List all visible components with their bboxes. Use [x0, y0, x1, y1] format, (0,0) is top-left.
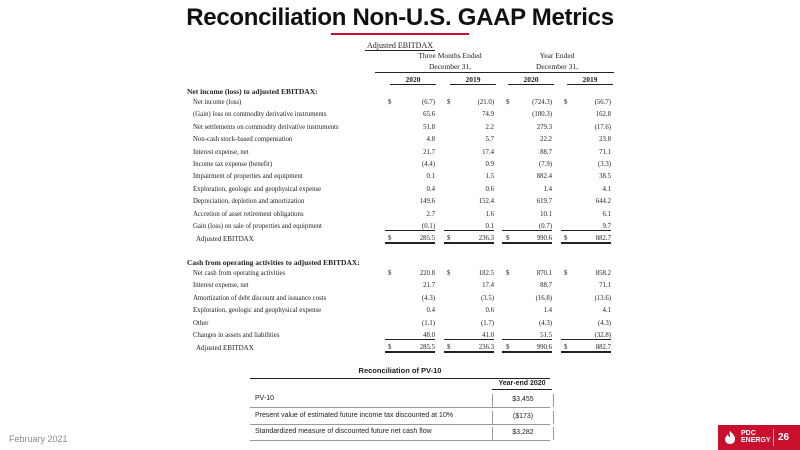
value-cell: 0.6	[485, 307, 494, 315]
value-cell: 71.1	[599, 148, 611, 156]
pdc-energy-logo	[718, 425, 800, 450]
row-label: Gain (loss) on sale of properties and equipment	[193, 223, 322, 230]
section-heading: Net income (loss) to adjusted EBITDAX:	[187, 87, 318, 96]
value-cell: 152.4	[478, 198, 494, 206]
value-cell: 9.7	[561, 223, 611, 231]
value-cell: 17.4	[482, 282, 494, 290]
value-cell: 0.6	[485, 185, 494, 193]
value-cell: 6.1	[602, 210, 611, 218]
value-cell: 0.4	[426, 185, 435, 193]
row-label: Interest expense, net	[193, 282, 249, 290]
value-cell: 88.7	[540, 282, 552, 290]
value-cell: (21.0)	[477, 99, 494, 106]
row-label: Other	[193, 319, 209, 327]
pv10-column-header: Year-end 2020	[492, 380, 552, 390]
value-cell: 285.5	[385, 344, 435, 353]
row-label: Exploration, geologic and geophysical expense	[193, 185, 322, 193]
value-cell: (4.3)	[421, 294, 435, 302]
value-cell: 236.3	[444, 235, 494, 244]
table-row	[0, 186, 800, 198]
currency-symbol: $	[506, 270, 510, 277]
table-row	[0, 124, 800, 136]
pv10-row	[250, 391, 550, 408]
year-header-q4-2019: 2019	[450, 75, 496, 85]
value-cell: 0.9	[485, 161, 494, 168]
value-cell: (180.3)	[532, 111, 552, 119]
currency-symbol: $	[564, 99, 568, 106]
period-header-year: Year Ended December 31,	[500, 50, 614, 73]
value-cell: 17.4	[482, 148, 494, 156]
total-row	[0, 235, 800, 247]
table-row	[0, 332, 800, 344]
pv10-row	[250, 424, 550, 441]
value-cell: (6.7)	[421, 99, 435, 106]
value-cell: 882.7	[561, 344, 611, 353]
value-cell: 74.9	[482, 111, 494, 119]
currency-symbol: $	[564, 270, 568, 277]
row-label: Net cash from operating activities	[193, 270, 286, 277]
value-cell: 65.6	[423, 111, 435, 119]
value-cell: 21.7	[423, 148, 435, 156]
currency-symbol: $	[447, 270, 451, 277]
value-cell: (4.3)	[538, 319, 552, 327]
value-cell: 51.8	[423, 123, 435, 131]
page-title: Reconciliation Non-U.S. GAAP Metrics	[186, 4, 614, 31]
value-cell: 4.1	[602, 185, 611, 193]
value-cell: (17.6)	[594, 123, 611, 131]
value-cell: 990.6	[502, 235, 552, 244]
value-cell: 990.6	[502, 344, 552, 353]
logo-text-line2: ENERGY	[741, 437, 771, 444]
table-row	[0, 282, 800, 294]
value-cell: (0.7)	[502, 223, 552, 231]
year-header-fy-2019: 2019	[567, 75, 613, 85]
page-number: 26	[778, 432, 790, 443]
value-cell: (7.9)	[538, 161, 552, 168]
value-cell: (4.4)	[421, 161, 435, 168]
value-cell: 10.1	[540, 210, 552, 218]
currency-symbol: $	[388, 270, 392, 277]
pv10-row-label: PV-10	[255, 395, 275, 402]
value-cell: (4.3)	[597, 319, 611, 327]
value-cell: 1.5	[485, 173, 494, 181]
row-label: Changes in assets and liabilities	[193, 332, 280, 339]
pv10-row-value: ($173)	[492, 411, 554, 424]
value-cell: (1.1)	[421, 319, 435, 327]
table-row	[0, 173, 800, 185]
currency-symbol: $	[388, 344, 392, 352]
value-cell: 882.7	[561, 235, 611, 244]
value-cell: 236.3	[444, 344, 494, 353]
value-cell: 88.7	[540, 148, 552, 156]
value-cell: 4.8	[426, 136, 435, 144]
value-cell: 220.8	[419, 270, 435, 277]
currency-symbol: $	[447, 344, 451, 352]
currency-symbol: $	[447, 235, 451, 243]
value-cell: 858.2	[595, 270, 611, 277]
value-cell: 38.5	[599, 173, 611, 181]
currency-symbol: $	[506, 99, 510, 106]
value-cell: 162.8	[595, 111, 611, 119]
row-label: Adjusted EBITDAX	[196, 235, 254, 244]
value-cell: (16.8)	[535, 294, 552, 302]
pv10-table-title: Reconciliation of PV-10	[250, 366, 550, 379]
logo-text-line1: PDC	[741, 430, 756, 437]
currency-symbol: $	[388, 235, 392, 243]
title-underline	[331, 33, 469, 35]
logo-divider	[773, 429, 774, 446]
value-cell: 71.1	[599, 282, 611, 290]
value-cell: (13.6)	[594, 294, 611, 302]
row-label: Income tax expense (benefit)	[193, 161, 273, 168]
table-row	[0, 99, 800, 111]
total-row	[0, 344, 800, 356]
row-label: Interest expense, net	[193, 148, 249, 156]
value-cell: 1.6	[485, 210, 494, 218]
row-label: Adjusted EBITDAX	[196, 344, 254, 353]
pv10-row-label: Standardized measure of discounted future net cash flow	[255, 428, 432, 435]
value-cell: 2.2	[485, 123, 494, 131]
flame-icon	[723, 430, 737, 445]
table-row	[0, 307, 800, 319]
pv10-row-value: $3,282	[492, 427, 554, 440]
pv10-row	[250, 408, 550, 425]
value-cell: 21.7	[423, 282, 435, 290]
row-label: (Gain) loss on commodity derivative instruments	[193, 111, 327, 119]
value-cell: 882.4	[536, 173, 552, 181]
value-cell: (0.1)	[385, 223, 435, 231]
table-row	[0, 111, 800, 123]
year-header-q4-2020: 2020	[390, 75, 436, 85]
ebitdax-table-title: Adjusted EBITDAX	[367, 41, 433, 50]
year-header-fy-2020: 2020	[508, 75, 554, 85]
row-label: Amortization of debt discount and issuance costs	[193, 294, 327, 302]
row-label: Depreciation, depletion and amortization	[193, 198, 305, 206]
footer-date: February 2021	[9, 434, 68, 444]
value-cell: 1.4	[543, 307, 552, 315]
value-cell: 4.1	[602, 307, 611, 315]
value-cell: 5.7	[485, 136, 494, 144]
value-cell: 41.0	[444, 332, 494, 340]
table-row	[0, 295, 800, 307]
pv10-row-label: Present value of estimated future income tax discounted at 10%	[255, 411, 454, 419]
value-cell: (724.3)	[532, 99, 552, 106]
value-cell: 1.4	[543, 185, 552, 193]
row-label: Impairment of properties and equipment	[193, 173, 303, 181]
row-label: Net settlements on commodity derivative instruments	[193, 123, 339, 131]
value-cell: 0.1	[444, 223, 494, 231]
currency-symbol: $	[506, 344, 510, 352]
section-heading: Cash from operating activities to adjusted EBITDAX:	[187, 258, 360, 267]
table-row	[0, 161, 800, 173]
value-cell: (3.5)	[480, 294, 494, 302]
value-cell: 285.5	[385, 235, 435, 244]
table-row	[0, 136, 800, 148]
value-cell: 0.1	[426, 173, 435, 181]
period-header-three-months: Three Months Ended December 31,	[375, 50, 525, 73]
value-cell: 22.2	[540, 136, 552, 144]
table-row	[0, 198, 800, 210]
value-cell: 23.8	[599, 136, 611, 144]
value-cell: 2.7	[426, 210, 435, 218]
value-cell: 182.5	[478, 270, 494, 277]
value-cell: 51.5	[502, 332, 552, 340]
row-label: Accretion of asset retirement obligations	[193, 210, 304, 218]
value-cell: (1.7)	[480, 319, 494, 327]
table-row	[0, 149, 800, 161]
currency-symbol: $	[564, 235, 568, 243]
value-cell: 644.2	[595, 198, 611, 206]
value-cell: (3.3)	[597, 161, 611, 168]
value-cell: 0.4	[426, 307, 435, 315]
table-row	[0, 211, 800, 223]
pv10-row-value: $3,455	[492, 394, 554, 407]
value-cell: 149.6	[419, 198, 435, 206]
value-cell: 279.3	[536, 123, 552, 131]
row-label: Non-cash stock-based compensation	[193, 136, 293, 144]
currency-symbol: $	[506, 235, 510, 243]
currency-symbol: $	[564, 344, 568, 352]
value-cell: (32.8)	[561, 332, 611, 340]
table-row	[0, 223, 800, 235]
value-cell: (56.7)	[594, 99, 611, 106]
table-row	[0, 320, 800, 332]
currency-symbol: $	[447, 99, 451, 106]
value-cell: 48.0	[385, 332, 435, 340]
value-cell: 870.1	[536, 270, 552, 277]
table-row	[0, 270, 800, 282]
row-label: Net income (loss)	[193, 99, 242, 106]
value-cell: 619.7	[536, 198, 552, 206]
currency-symbol: $	[388, 99, 392, 106]
row-label: Exploration, geologic and geophysical expense	[193, 307, 322, 315]
